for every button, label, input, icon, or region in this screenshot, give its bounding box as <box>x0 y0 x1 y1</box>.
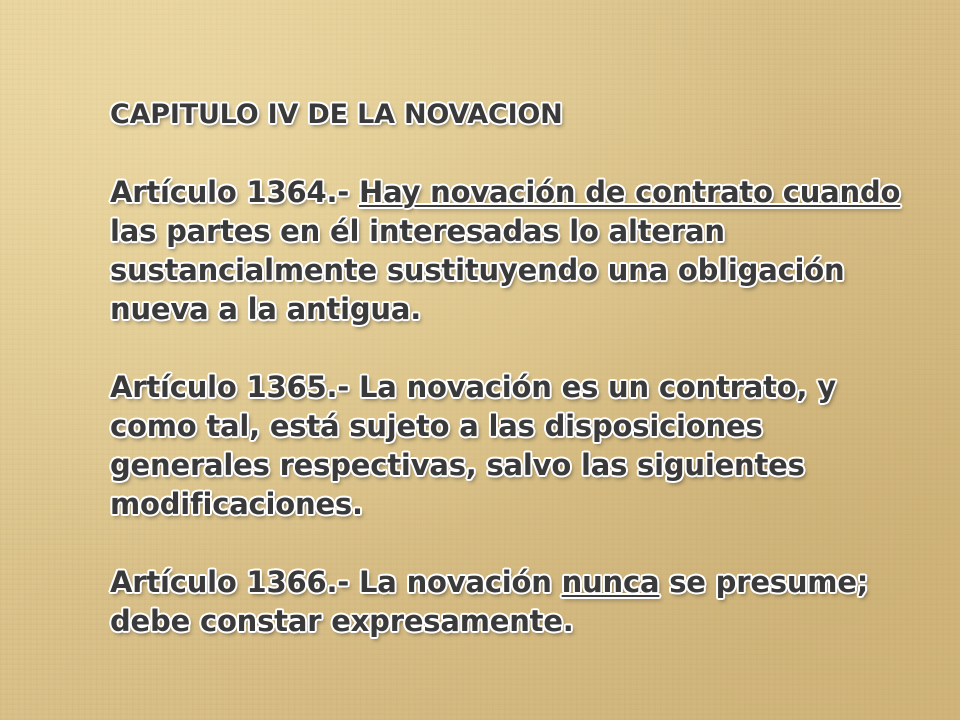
article-1364-label: Artículo 1364.- <box>110 175 350 209</box>
article-1364-underlined-text: Hay novación de contrato cuando <box>359 175 901 209</box>
article-1364-text: las partes en él interesadas lo alteran sustancialmente sustituyendo una obligación nueva a la antigua. <box>110 214 845 326</box>
article-1366-text-before: La novación <box>359 565 552 599</box>
article-1366-text-after: se presume; debe constar expresamente. <box>110 565 869 638</box>
article-1365-label: Artículo 1365.- <box>110 370 350 404</box>
article-1365 <box>110 368 910 524</box>
slide-content <box>110 95 910 680</box>
article-1364 <box>110 173 910 329</box>
article-1366 <box>110 563 910 641</box>
chapter-heading: CAPITULO IV DE LA NOVACION <box>110 99 563 130</box>
article-1366-label: Artículo 1366.- <box>110 565 350 599</box>
article-1366-underlined-text: nunca <box>561 565 660 599</box>
article-1365-text: La novación es un contrato, y como tal, está sujeto a las disposiciones generales respectivas, salvo las siguientes modificaciones. <box>110 370 836 521</box>
